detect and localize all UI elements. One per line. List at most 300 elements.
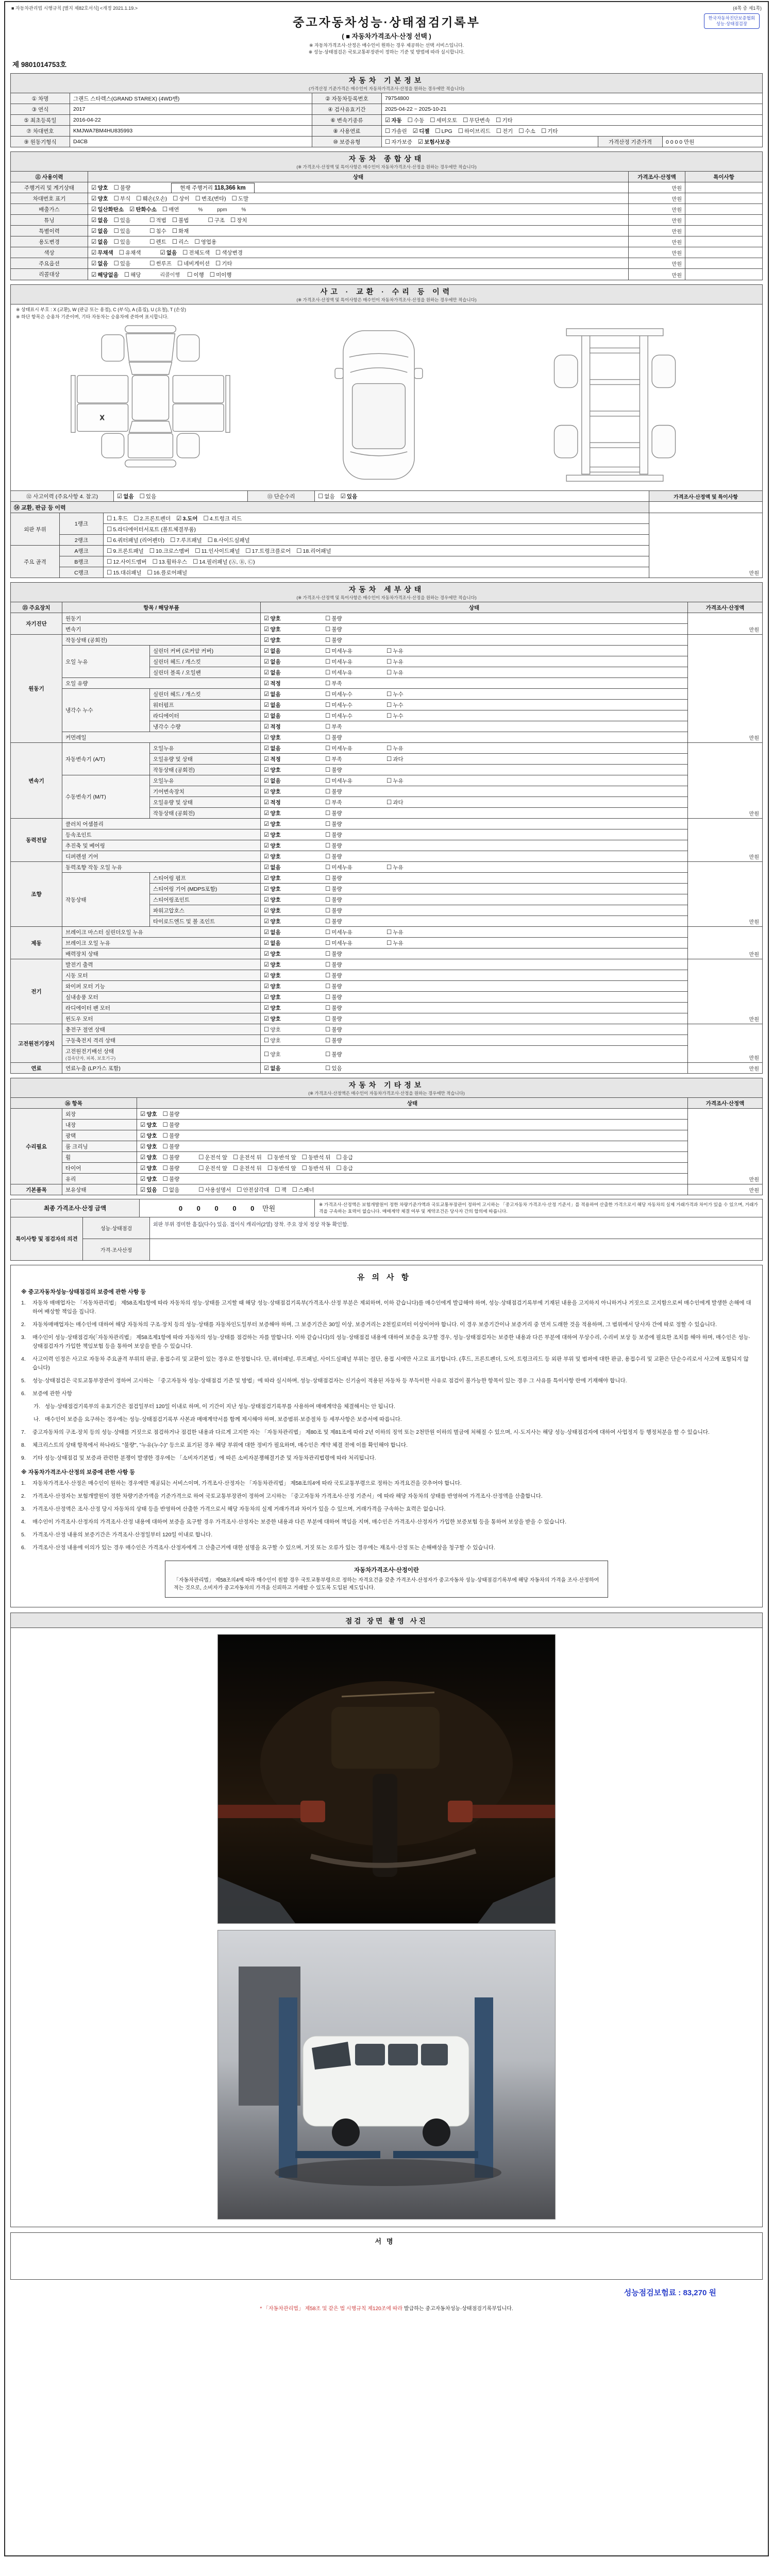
- table-header-row: ⑯ 항목 상태 가격조사·산정액: [11, 1098, 763, 1109]
- status-options: [261, 635, 688, 646]
- checkbox-unchecked: ☐ 부족: [325, 680, 342, 687]
- checkbox-checked: ☑ 없음: [264, 864, 281, 871]
- roof-area: [352, 384, 406, 449]
- price-cell: 만원: [649, 513, 763, 578]
- checkbox-icon: ☐: [162, 206, 168, 213]
- price-cell: 만원: [688, 635, 763, 743]
- field-value: 2016-04-22: [70, 115, 312, 126]
- checkbox-icon: ☐: [107, 548, 112, 554]
- price-cell: 만원: [629, 204, 685, 215]
- device-subitem: 오일누유: [150, 775, 261, 786]
- checkbox-icon: ☐: [162, 1143, 168, 1150]
- status-options: [261, 646, 688, 656]
- checkbox-icon: ☐: [325, 756, 331, 762]
- checkbox-checked: ☑ 적정: [264, 723, 281, 730]
- checkbox-unchecked: ☐ 색상변경: [215, 249, 243, 256]
- notice-item: [21, 1454, 752, 1463]
- checkbox-icon: ☐: [325, 1015, 331, 1022]
- checkbox-icon: ☐: [107, 569, 112, 576]
- checkbox-icon: ☑: [264, 994, 270, 1001]
- van-window-1: [355, 2044, 385, 2065]
- device-item: 원동기: [62, 613, 261, 624]
- checkbox-icon: ☐: [325, 810, 331, 817]
- checkbox-unchecked: ☐ 있음: [113, 260, 131, 267]
- page-subtitle: ( ■ 자동차가격조사·산정 선택 ): [342, 32, 431, 40]
- checkbox-icon: ☐: [385, 139, 391, 145]
- device-group: 원동기: [11, 635, 62, 743]
- checkbox-unchecked: ☐ 네비게이션: [177, 260, 210, 267]
- checkbox-unchecked: ☐ 불량: [325, 961, 342, 968]
- checkbox-unchecked: ☐ 이행: [187, 272, 204, 278]
- checkbox-icon: ☐: [162, 1111, 168, 1117]
- photos-section: [10, 1613, 763, 2227]
- checkbox-icon: ☑: [140, 1165, 146, 1172]
- checkbox-checked: ☑ 양호: [264, 983, 281, 990]
- checkbox-icon: ☑: [264, 821, 270, 827]
- table-row: [11, 1003, 763, 1013]
- quarter-panel-right: [177, 433, 199, 457]
- status-options: [261, 624, 688, 635]
- final-price-note: ※ 가격조사·산정액은 보험개발원이 정한 차량기준가액과 국토교통부장관이 정하여 고시하는 「중고자동차 가격조사·산정 기준서」를 적용하여 산출한 가격으로서 해당 자동차의 실제 거래가격과 차이가 있을 수 있으며, 거래가격을 구속하는 효력이 없습니다. 매매계약 체결 여부 및 계약조건은 당사자 간의 합의에 따릅니다.: [315, 1199, 763, 1217]
- rear-bumper: [125, 460, 176, 467]
- checkbox-icon: ☑: [264, 1065, 270, 1072]
- panel-rank: A랭크: [60, 546, 104, 556]
- table-row: [11, 970, 763, 981]
- checkbox-unchecked: ☐ 미세누유: [325, 648, 352, 654]
- checkbox-icon: ☐: [325, 637, 331, 643]
- checkbox-icon: ☐: [107, 537, 112, 544]
- checkbox-checked: ☑ 없음: [160, 249, 177, 256]
- checkbox-icon: ☐: [296, 548, 302, 554]
- checkbox-icon: ☐: [325, 1037, 331, 1044]
- certification-line1: 한국자동차진단보증협회: [708, 15, 755, 21]
- checkbox-icon: ☐: [386, 756, 392, 762]
- checkbox-icon: ☐: [162, 1132, 168, 1139]
- checkbox-icon: ☐: [386, 658, 392, 665]
- checkbox-unchecked: ☐ 전기: [496, 128, 513, 134]
- checkbox-checked: ☑ 양호: [264, 842, 281, 849]
- checkbox-icon: ☐: [325, 842, 331, 849]
- checkbox-icon: ☑: [264, 756, 270, 762]
- final-price-label: 최종 가격조사·산정 금액: [11, 1199, 140, 1217]
- device-item: 오일 유량: [62, 678, 261, 689]
- checkbox-unchecked: ☐ 상이: [173, 195, 190, 202]
- panel-items: [104, 524, 649, 535]
- device-group: 동력전달: [11, 819, 62, 862]
- device-group: 자기진단: [11, 613, 62, 635]
- checkbox-unchecked: ☐ 불량: [325, 615, 342, 622]
- checkbox-icon: ☐: [325, 853, 331, 860]
- checkbox-group: [91, 261, 136, 267]
- checkbox-checked: ☑ 양호: [264, 832, 281, 838]
- notice-text: 가격조사·산정액은 조사·산정 당시 자동차의 상태 등을 반영하여 산출한 가격으로서 해당 자동차의 실제 거래가격과 차이가 있을 수 있으며, 거래가격을 구속하는 효력은 없습니다.: [32, 1505, 446, 1512]
- comments-label: 특이사항 및 점검자의 의견: [11, 1217, 83, 1260]
- device-item: 수동변속기 (M/T): [62, 775, 150, 819]
- car-diagram-exterior: [47, 324, 254, 486]
- checkbox-unchecked: ☐ 17.트렁크플로어: [245, 548, 291, 554]
- checkbox-icon: ☑: [91, 217, 97, 224]
- checkbox-icon: ☐: [177, 260, 183, 267]
- checkbox-unchecked: ☐ 12.사이드멤버: [107, 558, 147, 565]
- device-subitem: 파워고압호스: [150, 905, 261, 916]
- van-shadow: [275, 2159, 501, 2186]
- device-item: 자동변속기 (A/T): [62, 743, 150, 775]
- price-definition-body: 「자동차관리법」 제58조의4에 따라 매수인이 원할 경우 국토교통부령으로 정하는 자격요건을 갖춘 가격조사·산정자가 중고자동차 성능·상태점검기록부에 해당 자동차의 가격을 조사·산정하여 적는 것으로, 소비자가 중고자동차의 가격을 신뢰하고 거래할 수 있도록 도입된 제도입니다.: [174, 1577, 599, 1591]
- checkbox-unchecked: ☐ 부족: [325, 756, 342, 762]
- device-subitem: 스티어링 펌프: [150, 873, 261, 884]
- checkbox-icon: ☐: [325, 615, 331, 622]
- front-panel-member: [567, 329, 664, 336]
- price-cell: 만원: [629, 247, 685, 258]
- checkbox-checked: ☑ 양호: [140, 1132, 157, 1139]
- checkbox-checked: ☑ 양호: [264, 853, 281, 860]
- checkbox-icon: ☐: [162, 1122, 168, 1128]
- checkbox-unchecked: ☐ 미세누유: [325, 929, 352, 936]
- checkbox-unchecked: ☐ 16.플로어패널: [147, 569, 188, 576]
- status-options: [261, 927, 688, 938]
- device-subitem: 냉각수 수량: [150, 721, 261, 732]
- checkbox-group: [91, 217, 136, 224]
- price-cell: 만원: [688, 1024, 763, 1063]
- checkbox-group: [91, 250, 147, 256]
- table-row: [11, 1109, 763, 1120]
- checkbox-icon: ☐: [187, 272, 193, 278]
- detail-state-table: [10, 602, 763, 1074]
- checkbox-unchecked: ☐ 불량: [325, 853, 342, 860]
- status-options: [261, 656, 688, 667]
- checkbox-icon: ☐: [172, 239, 178, 245]
- notices-section: [10, 1265, 763, 1607]
- checkbox-checked: ☑ 양호: [140, 1154, 157, 1161]
- checkbox-unchecked: ☐ 누수: [386, 713, 404, 719]
- checkbox-unchecked: ☐ 누유: [386, 669, 404, 676]
- etc-item: 타이어: [62, 1163, 137, 1174]
- checkbox-icon: ☑: [264, 723, 270, 730]
- table-row: [11, 1152, 763, 1163]
- hood: [126, 334, 175, 361]
- panel-items: [104, 556, 649, 567]
- checkbox-icon: ☑: [264, 961, 270, 968]
- checkbox-icon: ☐: [233, 1165, 239, 1172]
- notice-number: 가.: [33, 1403, 41, 1410]
- notice-item: [21, 1377, 752, 1385]
- checkbox-unchecked: ☐ 무단변속: [463, 117, 490, 124]
- field-label: ⑤ 최초등록일: [11, 115, 70, 126]
- simple-repair-options: [315, 491, 649, 502]
- document-number: 제 9801014753호: [12, 61, 66, 69]
- checkbox-unchecked: ☐ 불량: [162, 1122, 180, 1128]
- checkbox-icon: ☑: [264, 1015, 270, 1022]
- checkbox-unchecked: ☐ 불량: [325, 1015, 342, 1022]
- panel-rank: B랭크: [60, 556, 104, 567]
- checkbox-icon: ☐: [325, 821, 331, 827]
- field-value: D4CB: [70, 137, 312, 147]
- device-item: 연료누출 (LP가스 포함): [62, 1063, 261, 1074]
- side-member-left: [582, 336, 590, 474]
- checkbox-icon: ☐: [275, 1187, 280, 1193]
- checkbox-unchecked: ☐ 6.쿼터패널 (리어펜더): [107, 537, 165, 544]
- table-row: [11, 93, 763, 104]
- checkbox-unchecked: ☐ 잭: [275, 1187, 287, 1193]
- section-accident-history: [10, 284, 763, 578]
- side-sill-right: [226, 376, 230, 433]
- checkbox-unchecked: ☐ 누수: [386, 702, 404, 708]
- checkbox-icon: ☐: [463, 117, 468, 124]
- checkbox-checked: ☑ 3.도어: [176, 515, 198, 522]
- checkbox-unchecked: ☐ 동반석 앞: [267, 1165, 296, 1172]
- price-definition-box: [165, 1561, 608, 1598]
- field-label: ③ 연식: [11, 104, 70, 115]
- checkbox-checked: ☑ 없음: [264, 929, 281, 936]
- section-title-basic: 자동차 기본정보 (가격산정 기준가격은 매수인이 자동차가격조사·산정을 원하는 경우에만 적습니다): [10, 73, 763, 93]
- checkbox-unchecked: ☐ 운전석 앞: [198, 1165, 228, 1172]
- table-row: [11, 269, 763, 280]
- notice-item: [21, 1402, 752, 1411]
- comment-text-inspection: 외판 부위 경미한 흠집(다수) 있음. 접이식 캐리어(2열) 장착. 주요 장치 정상 작동 확인함.: [150, 1217, 763, 1239]
- field-label: ⑨ 원동기형식: [11, 137, 70, 147]
- checkbox-checked: ☑ 양호: [140, 1176, 157, 1182]
- checkbox-checked: ☑ 양호: [264, 767, 281, 773]
- checkbox-unchecked: ☐ 미세누유: [325, 940, 352, 946]
- checkbox-icon: ☐: [301, 1154, 307, 1161]
- section-title-detail: 자동차 세부상태 (※ 가격조사·산정액 및 특이사항은 매수인이 자동차가격조사·산정을 원하는 경우에만 적습니다): [10, 582, 763, 602]
- price-cell: 만원: [688, 1063, 763, 1074]
- footer-note: [10, 2304, 763, 2312]
- checkbox-icon: ☐: [149, 217, 155, 224]
- photos-title: 점검 장면 촬영 사진: [11, 1613, 762, 1628]
- row-label: 튜닝: [11, 215, 88, 226]
- checkbox-icon: ☑: [264, 886, 270, 892]
- checkbox-icon: ☑: [417, 139, 424, 145]
- side-sill-left: [71, 376, 75, 433]
- checkbox-unchecked: ☐ 누유: [386, 929, 404, 936]
- checkbox-unchecked: ☐ 렌트: [149, 239, 166, 245]
- status-options: [261, 948, 688, 959]
- status-options: [137, 1109, 688, 1120]
- row-status: [88, 236, 629, 247]
- checkbox-icon: ☐: [215, 260, 221, 267]
- checkbox-icon: ☐: [119, 249, 125, 256]
- table-row: [11, 1024, 763, 1035]
- checkbox-unchecked: ☐ 미세누수: [325, 713, 352, 719]
- table-row: [11, 948, 763, 959]
- accident-summary-table: [10, 490, 763, 502]
- checkbox-icon: ☑: [140, 1132, 146, 1139]
- remark-cell: [685, 204, 763, 215]
- checkbox-icon: ☐: [113, 260, 119, 267]
- checkbox-group: [140, 1111, 185, 1117]
- checkbox-checked: ☑ 없음: [117, 493, 134, 500]
- table-row: [11, 689, 763, 700]
- checkbox-unchecked: ☐ 훼손(오손): [136, 195, 167, 202]
- checkbox-unchecked: ☐ 구조: [208, 217, 225, 224]
- notice-number: 6.: [21, 1390, 26, 1397]
- checkbox-icon: ☐: [325, 994, 331, 1001]
- checkbox-icon: ☑: [264, 951, 270, 957]
- checkbox-icon: ☐: [325, 767, 331, 773]
- signature-box: [10, 2232, 763, 2280]
- checkbox-unchecked: ☐ 9.프론트패널: [107, 548, 144, 554]
- checkbox-icon: ☐: [325, 940, 331, 946]
- checkbox-unchecked: ☐ 불량: [325, 994, 342, 1001]
- notice-text: 체크리스트의 상태 항목에서 하나라도 "불량", "누유(누수)" 등으로 표기된 경우 해당 부위에 대한 정비가 필요하며, 매수인은 계약 체결 전에 이를 확인해야 합니다.: [32, 1442, 408, 1448]
- checkbox-icon: ☑: [91, 272, 97, 278]
- document-number-value: 9801014753: [21, 61, 60, 69]
- checkbox-icon: ☐: [245, 548, 251, 554]
- diagram-mark: X: [99, 414, 105, 422]
- checkbox-icon: ☐: [194, 239, 200, 245]
- section-detail-state: [10, 582, 763, 1074]
- checkbox-unchecked: ☐ 기타: [496, 117, 513, 124]
- notice-number: 9.: [21, 1454, 26, 1461]
- checkbox-unchecked: ☐ 영업용: [194, 239, 217, 245]
- checkbox-unchecked: ☐ 불량: [325, 1037, 342, 1044]
- device-subitem: 오일유량 및 상태: [150, 754, 261, 765]
- checkbox-checked: ☑ 없음: [264, 1065, 281, 1072]
- checkbox-checked: ☑ 적정: [264, 680, 281, 687]
- checkbox-icon: ☐: [325, 1065, 331, 1072]
- checkbox-unchecked: ☐ 누유: [386, 648, 404, 654]
- checkbox-icon: ☐: [113, 217, 119, 224]
- checkbox-unchecked: ☐ 부식: [113, 195, 131, 202]
- notice-text: 자동차가격조사·산정은 매수인이 원하는 경우에만 제공되는 서비스이며, 가격조사·산정자는 「자동차관리법」 제58조의4에 따라 국토교통부령으로 정하는 자격요건을 갖추어야 합니다.: [32, 1480, 462, 1486]
- checkbox-group: [140, 1144, 185, 1150]
- checkbox-icon: ☐: [325, 983, 331, 990]
- checkbox-checked: ☑ 해당없음: [91, 272, 119, 278]
- price-cell: 만원: [688, 927, 763, 959]
- checkbox-checked: ☑ 양호: [264, 637, 281, 643]
- checkbox-checked: ☑ 무채색: [91, 249, 113, 256]
- checkbox-unchecked: ☐ 양호: [264, 1037, 281, 1044]
- device-item: 추진축 및 베어링: [62, 840, 261, 851]
- checkbox-checked: ☑ 양호: [264, 626, 281, 633]
- checkbox-icon: ☑: [140, 1187, 146, 1193]
- table-row: [11, 613, 763, 624]
- checkbox-unchecked: ☐ 불량: [325, 918, 342, 925]
- status-options: [261, 765, 688, 775]
- checkbox-icon: ☑: [264, 745, 270, 752]
- price-cell: 만원: [629, 182, 685, 193]
- checkbox-icon: ☑: [264, 875, 270, 882]
- checkbox-checked: ☑ 없음: [264, 702, 281, 708]
- field-label: ② 자동차등록번호: [312, 93, 382, 104]
- accident-history-label: ⑫ 사고이력 (주요사항 4. 참고): [11, 491, 114, 502]
- status-options: [261, 678, 688, 689]
- table-row: [11, 678, 763, 689]
- status-options: [261, 894, 688, 905]
- checkbox-checked: ☑ 자동: [385, 117, 402, 124]
- checkbox-unchecked: ☐ 기타: [215, 260, 232, 267]
- checkbox-icon: ☐: [325, 929, 331, 936]
- notice-number: 5.: [21, 1531, 26, 1538]
- checkbox-group: [149, 217, 194, 224]
- field-label: ⑦ 차대번호: [11, 126, 70, 137]
- checkbox-unchecked: ☐ 불량: [325, 972, 342, 979]
- rear-panel-member: [567, 475, 664, 481]
- status-options: [137, 1120, 688, 1130]
- checkbox-icon: ☑: [129, 206, 135, 213]
- checkbox-unchecked: ☐ 썬루프: [149, 260, 172, 267]
- checkbox-unchecked: ☐ 리스: [172, 239, 189, 245]
- checkbox-unchecked: ☐ 미세누수: [325, 691, 352, 698]
- etc-item: 보유상태: [62, 1184, 137, 1195]
- device-group: 제동: [11, 927, 62, 959]
- checkbox-checked: ☑ 양호: [264, 788, 281, 795]
- checkbox-icon: ☐: [325, 745, 331, 752]
- price-cell: 만원: [688, 1184, 763, 1195]
- checkbox-icon: ☐: [264, 1037, 270, 1044]
- checkbox-icon: ☐: [162, 1154, 168, 1161]
- panel-category: 주요 골격: [11, 546, 60, 578]
- checkbox-icon: ☐: [318, 493, 324, 500]
- checkbox-unchecked: ☐ 불량: [325, 951, 342, 957]
- notice-item: [21, 1441, 752, 1450]
- table-row: [11, 1063, 763, 1074]
- table-row: [11, 927, 763, 938]
- checkbox-checked: ☑ 양호: [264, 615, 281, 622]
- checkbox-icon: ☐: [233, 1154, 239, 1161]
- checkbox-unchecked: ☐ 누유: [386, 745, 404, 752]
- notice-item: [21, 1355, 752, 1372]
- checkbox-icon: ☑: [140, 1122, 146, 1128]
- checkbox-icon: ☑: [264, 842, 270, 849]
- checkbox-unchecked: ☐ 없음: [162, 1187, 180, 1193]
- section-title-accident: 사고 · 교환 · 수리 등 이력 (※ 가격조사·산정액 및 특이사항은 매수인이 자동차가격조사·산정을 원하는 경우에만 적습니다): [10, 284, 763, 304]
- table-row: [11, 126, 763, 137]
- checkbox-unchecked: ☐ 불량: [325, 788, 342, 795]
- checkbox-icon: ☐: [113, 195, 119, 202]
- checkbox-checked: ☑ 양호: [140, 1122, 157, 1128]
- checkbox-icon: ☐: [325, 1005, 331, 1011]
- row-status: [88, 247, 629, 258]
- checkbox-icon: ☑: [117, 493, 123, 500]
- comment-text-valuation: [150, 1239, 763, 1260]
- row-status: [88, 182, 629, 193]
- notice-item: [21, 1479, 752, 1488]
- status-options: [261, 992, 688, 1003]
- device-item: 와이퍼 모터 기능: [62, 981, 261, 992]
- checkbox-unchecked: ☐ 15.대쉬패널: [107, 569, 142, 576]
- checkbox-unchecked: ☐ 불량: [162, 1154, 180, 1161]
- status-options: [137, 1184, 688, 1195]
- status-options: [261, 721, 688, 732]
- device-item: 라디에이터 팬 모터: [62, 1003, 261, 1013]
- checkbox-unchecked: ☐ 불량: [325, 767, 342, 773]
- notice-item: [21, 1544, 752, 1552]
- table-row: [11, 992, 763, 1003]
- checkbox-unchecked: ☐ 불량: [162, 1165, 180, 1172]
- checkbox-icon: ☐: [198, 1154, 204, 1161]
- checkbox-unchecked: ☐ 불량: [325, 1026, 342, 1033]
- row-label: 배출가스: [11, 204, 88, 215]
- checkbox-icon: ☑: [264, 669, 270, 676]
- checkbox-icon: ☐: [113, 239, 119, 245]
- device-group: 연료: [11, 1063, 62, 1074]
- header-note-1: ※ 자동차가격조사·산정은 매수인이 원하는 경우 제공하는 선택 서비스입니다.: [309, 43, 464, 48]
- front-fender-right: [177, 335, 199, 361]
- checkbox-unchecked: ☐ 양호: [264, 1051, 281, 1058]
- status-options: [261, 938, 688, 948]
- checkbox-icon: ☐: [325, 658, 331, 665]
- table-row: [11, 137, 763, 147]
- checkbox-icon: ☑: [140, 1176, 146, 1182]
- checkbox-icon: ☐: [152, 558, 158, 565]
- checkbox-unchecked: ☐ 미세누수: [325, 702, 352, 708]
- checkbox-unchecked: ☐ 불량: [325, 842, 342, 849]
- checkbox-icon: ☑: [264, 907, 270, 914]
- device-subitem: 실린더 헤드 / 개스킷: [150, 656, 261, 667]
- wheelhouse-rear-left: [554, 426, 578, 458]
